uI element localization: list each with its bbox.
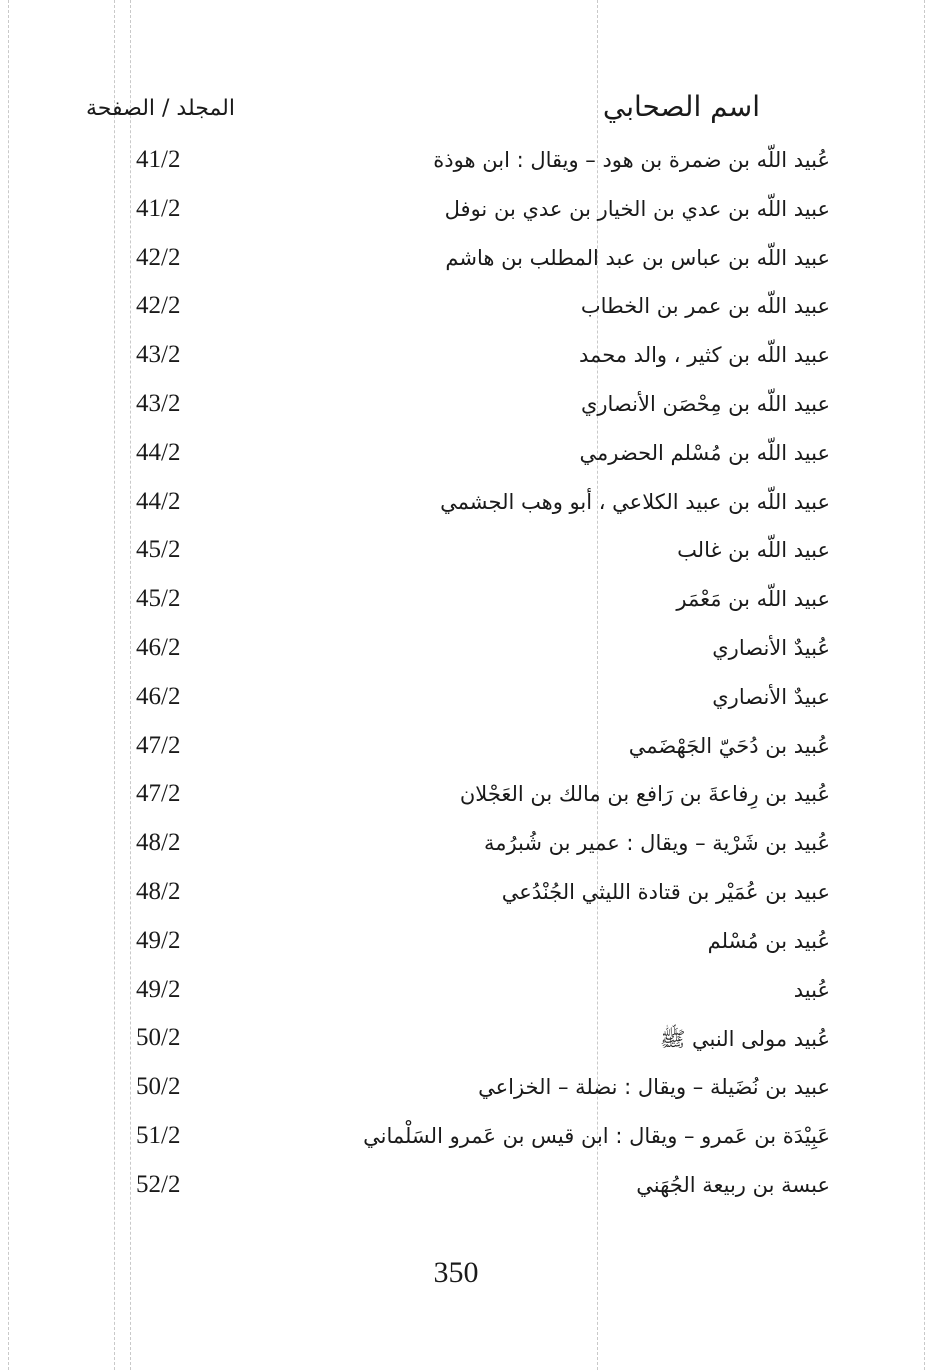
volume-page-ref: 47/2: [136, 780, 181, 808]
volume-page-ref: 44/2: [136, 487, 181, 515]
companion-name: عبيد بن نُضَيلة – ويقال : نضلة – الخزاعي: [478, 1075, 830, 1100]
companion-name: عبيد اللّه بن غالب: [677, 538, 830, 563]
volume-page-ref: 44/2: [136, 438, 181, 466]
table-row: [0, 972, 932, 1021]
companion-name: عبيد اللّه بن عمر بن الخطاب: [580, 294, 830, 319]
table-row: [0, 679, 932, 728]
table-row: [0, 1167, 932, 1216]
companion-name: عُبيد بن شَرْية – ويقال : عمير بن شُبرُمة: [483, 831, 830, 856]
companion-name: عبيد اللّه بن عباس بن عبد المطلب بن هاشم: [445, 245, 830, 270]
volume-page-ref: 52/2: [136, 1170, 181, 1198]
table-row: [0, 728, 932, 777]
volume-page-ref: 50/2: [136, 1024, 181, 1052]
table-row: [0, 532, 932, 581]
volume-page-ref: 42/2: [136, 243, 181, 271]
volume-page-ref: 48/2: [136, 829, 181, 857]
table-row: [0, 1118, 932, 1167]
table-row: [0, 386, 932, 435]
volume-page-ref: 49/2: [136, 926, 181, 954]
table-row: [0, 191, 932, 240]
volume-page-ref: 43/2: [136, 389, 181, 417]
table-row: [0, 776, 932, 825]
companion-name: عُبيدٌ الأنصاري: [712, 635, 830, 660]
volume-page-ref: 51/2: [136, 1121, 181, 1149]
name-column-header: اسم الصحابي: [602, 90, 760, 123]
table-row: [0, 1020, 932, 1069]
volume-page-ref: 48/2: [136, 877, 181, 905]
volume-column-header: المجلد / الصفحة: [86, 96, 235, 121]
table-row: [0, 923, 932, 972]
volume-page-ref: 41/2: [136, 146, 181, 173]
table-row: [0, 288, 932, 337]
companion-name: عبسة بن ربيعة الجُهَني: [636, 1172, 830, 1197]
table-row: [0, 337, 932, 386]
table-row: [0, 1069, 932, 1118]
companion-name: عبيدٌ الأنصاري: [712, 684, 830, 709]
volume-page-ref: 45/2: [136, 536, 181, 564]
volume-page-ref: 46/2: [136, 682, 181, 710]
volume-page-ref: 50/2: [136, 1073, 181, 1101]
companion-name: عبيد اللّه بن مَعْمَر: [676, 587, 830, 612]
table-row: [0, 484, 932, 533]
table-row: [0, 630, 932, 679]
table-row: [0, 825, 932, 874]
volume-page-ref: 42/2: [136, 292, 181, 320]
volume-page-ref: 43/2: [136, 341, 181, 369]
table-row: [0, 581, 932, 630]
companion-name: عُبيد: [793, 977, 830, 1002]
volume-page-ref: 49/2: [136, 975, 181, 1003]
companion-name: عبيد اللّه بن مِحْصَن الأنصاري: [580, 391, 830, 416]
companion-name: عبيد اللّه بن كثير ، والد محمد: [579, 343, 830, 368]
page-number: 350: [433, 1256, 479, 1289]
volume-page-ref: 41/2: [136, 194, 181, 222]
volume-page-ref: 47/2: [136, 731, 181, 759]
table-row: [0, 435, 932, 484]
companion-name: عبيد اللّه بن مُسْلم الحضرمي: [579, 440, 830, 465]
companion-name: عبيد بن عُمَيْر بن قتادة الليثي الجُنْدُعي: [501, 879, 830, 904]
companion-name: عُبيد بن مُسْلم: [707, 928, 830, 953]
companion-name: عُبيد مولى النبي ﷺ: [659, 1027, 830, 1052]
companion-name: عُبيد بن رِفاعةَ بن رَافع بن مالك بن العَجْلان: [459, 782, 830, 807]
table-row: [0, 240, 932, 289]
companion-name: عُبيد بن دُحَيّ الجَهْضَمي: [628, 733, 830, 758]
companion-name: عَبِيْدَة بن عَمرو – ويقال : ابن قيس بن عَمرو السَلْماني: [363, 1123, 830, 1148]
companion-name: عُبيد اللّه بن ضمرة بن هود – ويقال : ابن هوذة: [433, 148, 830, 172]
volume-page-ref: 46/2: [136, 633, 181, 661]
volume-page-ref: 45/2: [136, 585, 181, 613]
companion-name: عبيد اللّه بن عدي بن الخيار بن عدي بن نوفل: [444, 196, 830, 221]
table-row: [0, 142, 932, 191]
table-row: [0, 874, 932, 923]
index-table: [0, 142, 932, 1216]
companion-name: عبيد اللّه بن عبيد الكلاعي ، أبو وهب الجشمي: [440, 489, 830, 514]
table-header: [70, 90, 840, 138]
